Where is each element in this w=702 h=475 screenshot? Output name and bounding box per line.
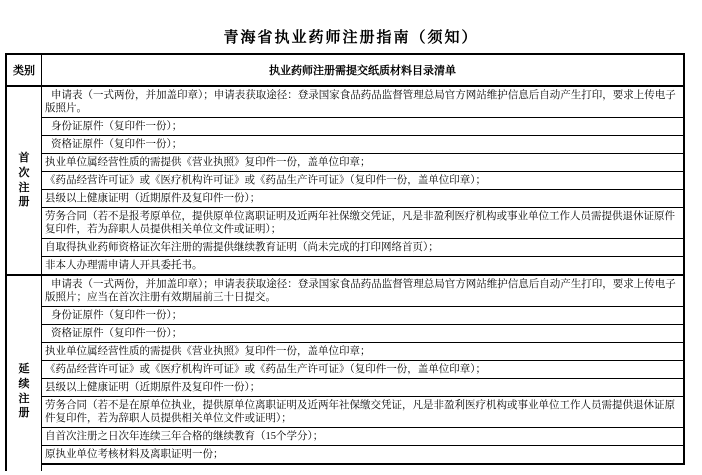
material-row: 非本人办理需申请人开具委托书。 (45, 260, 203, 271)
section-first-registration (7, 87, 683, 276)
table-cut-edge (5, 465, 685, 471)
material-row: 县级以上健康证明（近期原件及复印件一份）； (42, 190, 683, 208)
material-row: 申请表（一式两份，并加盖印章）；申请表获取途径：登录国家食品药品监督管理总局官方网站维护信息后自动产生打印，要求上传电子版照片；应当在首次注册有效期届前三十日提交。 (42, 276, 683, 307)
material-row: 执业单位属经营性质的需提供《营业执照》复印件一份，盖单位印章； (42, 343, 683, 361)
material-row: 《药品经营许可证》或《医疗机构许可证》或《药品生产许可证》（复印件一份，盖单位印章）； (42, 361, 683, 379)
material-row: 资格证原件（复印件一份）； (42, 136, 683, 154)
header-content-label: 执业药师注册需提交纸质材料目录清单 (269, 65, 456, 77)
material-row: 自取得执业药师资格证次年注册的需提供继续教育证明（尚未完成的打印网络首页）； (42, 239, 683, 257)
material-row: 县级以上健康证明（近期原件及复印件一份）； (42, 379, 683, 397)
material-row: 资格证原件（复印件一份）； (42, 325, 683, 343)
material-row: 劳务合同（若不是在原单位执业，提供原单位离职证明及近两年社保缴交凭证，凡是非盈利医疗机构或事业单位工作人员需提供退休证原件复印件，若为辞职人员提供相关单位文件或证明）； (42, 397, 683, 428)
material-row: 原执业单位考核材料及离职证明一份； (42, 446, 683, 465)
materials-list (42, 276, 683, 465)
materials-list (42, 87, 683, 274)
header-category-label: 类别 (13, 65, 35, 77)
category-column-continuation (5, 465, 42, 471)
table-header-row (7, 55, 683, 87)
material-row: 自首次注册之日次年连续三年合格的继续教育（15个学分）； (42, 428, 683, 446)
page-title: 青海省执业药师注册指南（须知） (223, 30, 479, 46)
category-label: 首次注册 (18, 151, 30, 209)
material-row: 申请表（一式两份，并加盖印章）；申请表获取途径：登录国家食品药品监督管理总局官方网站维护信息后自动产生打印，要求上传电子版照片。 (42, 87, 683, 118)
material-row: 身份证原件（复印件一份）； (42, 307, 683, 325)
table-body (7, 87, 683, 465)
material-row: 执业单位属经营性质的需提供《营业执照》复印件一份，盖单位印章； (42, 154, 683, 172)
section-renewal-registration (7, 276, 683, 465)
material-row: 《药品经营许可证》或《医疗机构许可证》或《药品生产许可证》（复印件一份，盖单位印章）； (42, 172, 683, 190)
category-cell (7, 87, 42, 274)
header-content-cell (42, 55, 683, 85)
category-label: 延续注册 (18, 362, 30, 420)
materials-table (5, 53, 685, 465)
material-row: 身份证原件（复印件一份）； (42, 118, 683, 136)
category-cell (7, 276, 42, 465)
material-row: 劳务合同（若不是报考原单位，提供原单位离职证明及近两年社保缴交凭证，凡是非盈利医疗机构或事业单位工作人员需提供退休证原件复印件，若为辞职人员提供相关单位文件或证明）； (42, 208, 683, 239)
header-category-cell (7, 55, 42, 85)
